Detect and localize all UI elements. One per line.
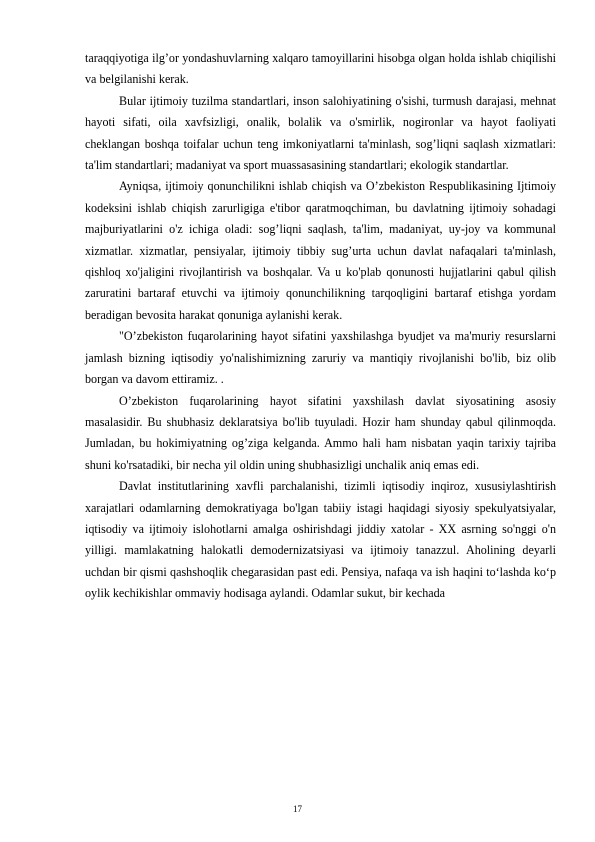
paragraph-quote-budget: "O’zbekiston fuqarolarining hayot sifatini yaxshilashga byudjet va ma'muriy resurslarni jamlash bizning iqtisodiy yo'nalishimizning zaruriy va mantiqiy rivojlanishi bo'lib, biz olib borgan va davom ettiramiz. . [85,329,556,387]
paragraph-institutions-decay: Davlat institutlarining xavfli parchalanishi, tizimli iqtisodiy inqiroz, xususiylashtirish xarajatlari odamlarning demokratiyaga bo'lgan tabiiy istagi haqidagi siyosiy spekulyatsiyalar, iqtisodiy va ijtimoiy islohotlarni amalga oshirishdagi jiddiy xatolar - XX asrning so'nggi o'n yilligi. mamlakatning halokatli demodernizatsiyasi va ijtimoiy tanazzul. Aholining deyarli uchdan bir qismi qashshoqlik chegarasidan past edi. Pensiya, nafaqa va ish haqini to‘lashda ko‘p oylik kechikishlar ommaviy hodisaga aylandi. Odamlar sukut, bir kechada [85,479,556,601]
paragraph-continuation: taraqqiyotiga ilg’or yondashuvlarning xalqaro tamoyillarini hisobga olgan holda ishlab chiqilishi va belgilanishi kerak. [85,51,556,87]
paragraph-social-standards: Bular ijtimoiy tuzilma standartlari, inson salohiyatining o'sishi, turmush darajasi, mehnat hayoti sifati, oila xavfsizligi, onalik, bolalik va o'smirlik, nogironlar va hayot faoliyati cheklangan boshqa toifalar uchun teng imkoniyatlarni ta'minlash, sog’liqni saqlash xizmatlari: ta'lim standartlari; madaniyat va sport muassasasining standartlari; ekologik standartlar. [85,93,556,173]
paragraph-quality-of-life: O’zbekiston fuqarolarining hayot sifatini yaxshilash davlat siyosatining asosiy masalasidir. Bu shubhasiz deklaratsiya bo'lib tuyuladi. Hozir ham shunday qabul qilinmoqda. Jumladan, bu hokimiyatning og’ziga kelganda. Ammo hali ham nisbatan yaqin tarixiy tajriba shuni ko'rsatadiki, bir necha yil oldin uning shubhasizligi unchalik aniq emas edi. [85,393,556,472]
paragraph-social-code: Ayniqsa, ijtimoiy qonunchilikni ishlab chiqish va O’zbekiston Respublikasining Ijtimoiy kodeksini ishlab chiqish zarurligiga e'tibor qaratmoqchiman, bu davlatning ijtimoiy sohadagi majburiyatlarini o'z ichiga oladi: sog’liqni saqlash, ta'lim, madaniyat, uy-joy va kommunal xizmatlar. xizmatlar, pensiyalar, ijtimoiy tibbiy sug’urta uchun davlat nafaqalari ta'minlash, qishloq xo'jaligini rivojlantirish va boshqalar. Va u ko'plab qonunosti hujjatlarini qabul qilish zaruratini bartaraf etuvchi va ijtimoiy qonunchilikning tarqoqligini bartaraf etishga yordam beradigan bevosita harakat qonuniga aylanishi kerak. [85,179,556,322]
document-body [85,48,556,605]
page-number: 17 [293,804,302,814]
